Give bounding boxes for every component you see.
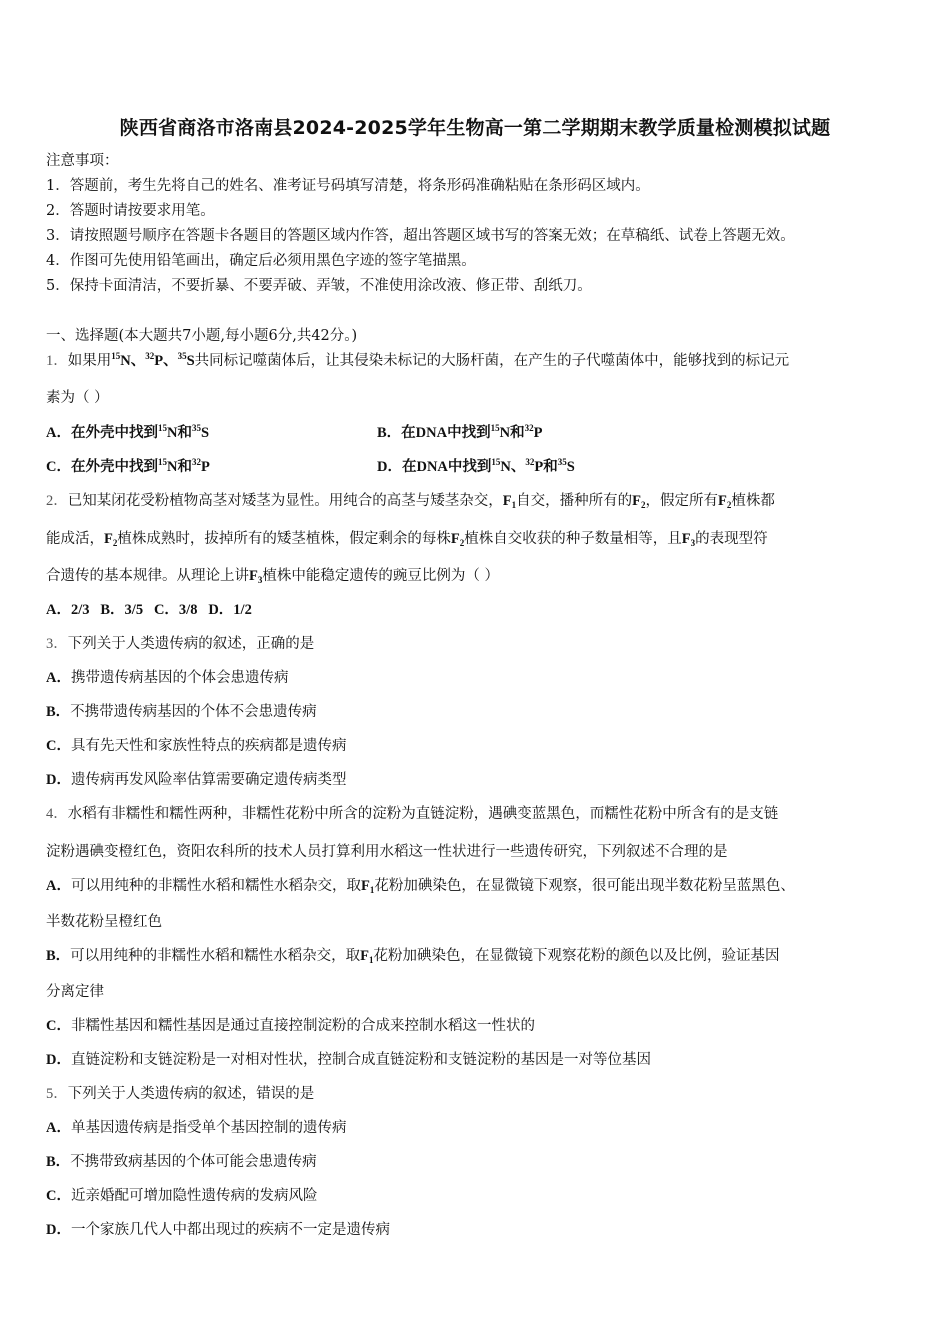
question-3-option-a: A．携带遗传病基因的个体会患遗传病: [46, 670, 289, 686]
section-heading: 一、选择题(本大题共7小题,每小题6分,共42分。): [46, 328, 358, 344]
question-4-option-a: A．可以用纯种的非糯性水稻和糯性水稻杂交，取$F_1$花粉加碘染色，在显微镜下观察，很可能出现半数花粉呈蓝黑色、: [46, 878, 795, 895]
question-1-stem: 1．如果用$^{15}$N、$^{32}$P、$^{35}$S共同标记噬菌体后，让其侵染未标记的大肠杆菌，在产生的子代噬菌体中，能够找到的标记元: [46, 351, 790, 369]
question-3-stem: 3．下列关于人类遗传病的叙述，正确的是: [46, 636, 315, 652]
note-item: 2．答题时请按要求用笔。: [46, 203, 215, 219]
question-3-option-d: D．遗传病再发风险率估算需要确定遗传病类型: [46, 772, 347, 788]
question-4-option-b: B．可以用纯种的非糯性水稻和糯性水稻杂交，取$F_1$花粉加碘染色，在显微镜下观察花粉的颜色以及比例，验证基因: [46, 948, 780, 965]
question-number: 5．: [46, 1086, 68, 1102]
question-4-option-d: D．直链淀粉和支链淀粉是一对相对性状，控制合成直链淀粉和支链淀粉的基因是一对等位基因: [46, 1052, 651, 1068]
note-item: 4．作图可先使用铅笔画出，确定后必须用黑色字迹的签字笔描黑。: [46, 253, 476, 269]
question-1-option-a: A．在外壳中找到$^{15}$N和$^{35}$S: [46, 423, 210, 441]
note-item: 3．请按照题号顺序在答题卡各题目的答题区域内作答，超出答题区域书写的答案无效；在草稿纸、试卷上答题无效。: [46, 228, 795, 244]
question-4-option-b-cont: 分离定律: [46, 984, 104, 1000]
question-1-option-c: C．在外壳中找到$^{15}$N和$^{32}$P: [46, 457, 210, 475]
question-4-option-a-cont: 半数花粉呈橙红色: [46, 914, 162, 930]
page-title: 陕西省商洛市洛南县2024-2025学年生物高一第二学期期末教学质量检测模拟试题: [119, 117, 831, 139]
question-3-option-c: C．具有先天性和家族性特点的疾病都是遗传病: [46, 738, 347, 754]
question-3-option-b: B．不携带遗传病基因的个体不会患遗传病: [46, 704, 317, 720]
question-number: 4．: [46, 806, 68, 822]
question-2-stem: 2．已知某闭花受粉植物高茎对矮茎为显性。用纯合的高茎与矮茎杂交，$F_1$自交，播种所有的$F_2$，假定所有$F_2$植株都: [46, 493, 775, 510]
question-2-stem-line2: 能成活，$F_2$植株成熟时，拔掉所有的矮茎植株，假定剩余的每株$F_2$植株自交收获的种子数量相等，且$F_3$的表现型符: [46, 531, 768, 548]
question-5-option-b: B．不携带致病基因的个体可能会患遗传病: [46, 1154, 317, 1170]
question-number: 1．: [46, 353, 68, 369]
question-5-option-c: C．近亲婚配可增加隐性遗传病的发病风险: [46, 1188, 318, 1204]
question-1-option-b: B．在DNA中找到$^{15}$N和$^{32}$P: [377, 423, 543, 441]
notes-heading: 注意事项：: [46, 153, 119, 169]
question-5-option-a: A．单基因遗传病是指受单个基因控制的遗传病: [46, 1120, 347, 1136]
question-4-option-c: C．非糯性基因和糯性基因是通过直接控制淀粉的合成来控制水稻这一性状的: [46, 1018, 535, 1034]
question-number: 3．: [46, 636, 68, 652]
question-5-option-d: D．一个家族几代人中都出现过的疾病不一定是遗传病: [46, 1222, 390, 1238]
question-2-options: A．2/3 B．3/5 C．3/8 D．1/2: [46, 602, 252, 618]
question-4-stem-line2: 淀粉遇碘变橙红色，资阳农科所的技术人员打算利用水稻这一性状进行一些遗传研究，下列叙述不合理的是: [46, 844, 728, 860]
question-number: 2．: [46, 493, 68, 509]
note-item: 1．答题前，考生先将自己的姓名、准考证号码填写清楚，将条形码准确粘贴在条形码区域内。: [46, 178, 650, 194]
question-4-stem: 4．水稻有非糯性和糯性两种，非糯性花粉中所含的淀粉为直链淀粉，遇碘变蓝黑色，而糯性花粉中所含有的是支链: [46, 806, 779, 822]
question-2-stem-line3: 合遗传的基本规律。从理论上讲$F_3$植株中能稳定遗传的豌豆比例为（ ）: [46, 568, 499, 585]
question-5-stem: 5．下列关于人类遗传病的叙述，错误的是: [46, 1086, 315, 1102]
question-1-option-d: D．在DNA中找到$^{15}$N、$^{32}$P和$^{35}$S: [377, 457, 575, 475]
note-item: 5．保持卡面清洁，不要折暴、不要弄破、弄皱，不准使用涂改液、修正带、刮纸刀。: [46, 278, 592, 294]
question-1-stem-cont: 素为（ ）: [46, 390, 109, 406]
